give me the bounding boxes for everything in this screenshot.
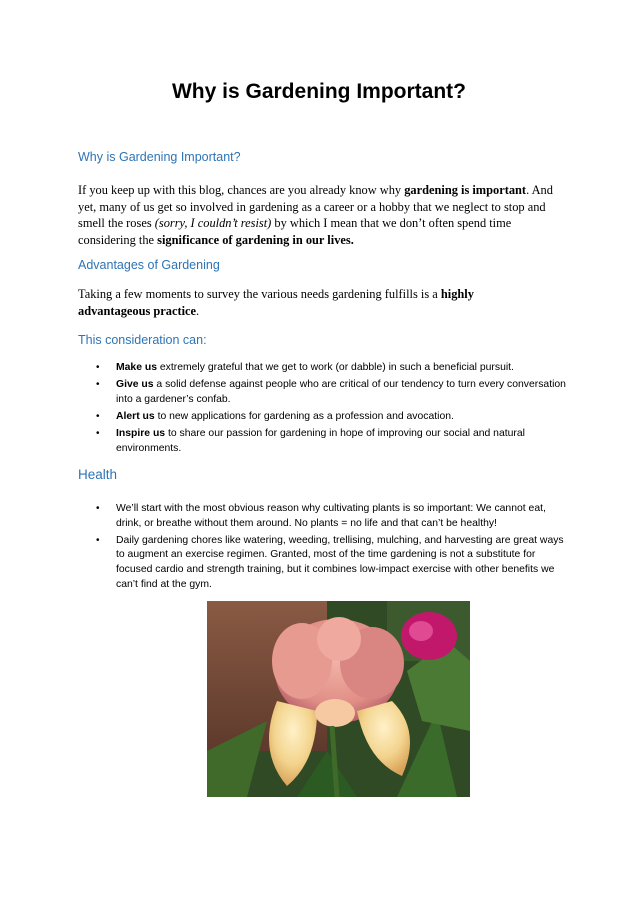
list-item [96, 502, 566, 531]
bullet-icon: • [96, 534, 100, 546]
bullet-icon: • [96, 410, 100, 422]
iris-flower-photo [207, 601, 470, 797]
list-item [96, 534, 566, 592]
list-item-bold: Make us [116, 362, 158, 373]
list-item [96, 361, 566, 376]
list-item-text: Daily gardening chores like watering, weeding, trellising, mulching, and harvesting are great ways to augment an exercise regimen. Granted, most of the time gardening is not a substitute for focused cardio and strength training, but it combines low-impact exercise with other benefits we can’t find at the gym. [116, 534, 564, 590]
bullet-icon: • [96, 379, 100, 391]
list-item [96, 378, 566, 407]
advantages-heading: Advantages of Gardening [78, 258, 220, 272]
page-title: Why is Gardening Important? [171, 80, 466, 103]
intro-bold-1: gardening is important [404, 183, 527, 197]
intro-bold-2: significance of gardening in our lives. [157, 232, 354, 247]
health-list [96, 502, 566, 595]
list-item-text: to new applications for gardening as a profession and avocation. [154, 410, 454, 422]
list-item-text: to share our passion for gardening in hope of improving our social and natural environments. [116, 428, 525, 454]
list-item [96, 410, 566, 425]
consideration-list [96, 361, 566, 459]
intro-text-2: . And yet, many of us get so involved in gardening as a career or a hobby that we neglect to stop and smell the roses [78, 183, 553, 230]
health-heading: Health [78, 467, 118, 482]
list-item-bold: Give us [116, 379, 154, 391]
consideration-heading: This consideration can: [78, 333, 207, 347]
bullet-icon: • [96, 428, 100, 440]
intro-paragraph [78, 182, 558, 248]
list-item-text: a solid defense against people who are critical of our tendency to turn every conversation into a gardener’s confab. [116, 379, 566, 405]
list-item-bold: Inspire us [116, 428, 166, 440]
list-item-text: extremely grateful that we get to work (or dabble) in such a beneficial pursuit. [157, 362, 514, 373]
intro-italic: (sorry, I couldn’t resist) [154, 216, 272, 230]
list-item [96, 427, 566, 456]
advantages-text-1: Taking a few moments to survey the various needs gardening fulfills is a [78, 287, 441, 301]
bullet-icon: • [96, 362, 100, 373]
advantages-text-2: . [196, 303, 200, 318]
advantages-bold: highly advantageous practice [78, 287, 474, 318]
intro-text-1: If you keep up with this blog, chances are you already know why [78, 183, 405, 197]
intro-text-3: by which I mean that we don’t often spend time considering the [78, 216, 512, 247]
subtitle-heading: Why is Gardening Important? [78, 150, 241, 164]
iris-flower-image [207, 601, 470, 797]
advantages-paragraph [78, 286, 518, 319]
list-item-bold: Alert us [116, 410, 155, 422]
bullet-icon: • [96, 503, 100, 514]
list-item-text: We’ll start with the most obvious reason why cultivating plants is so important: We cannot eat, drink, or breathe without them around. No plants = no life and that can’t be healthy! [116, 503, 546, 529]
